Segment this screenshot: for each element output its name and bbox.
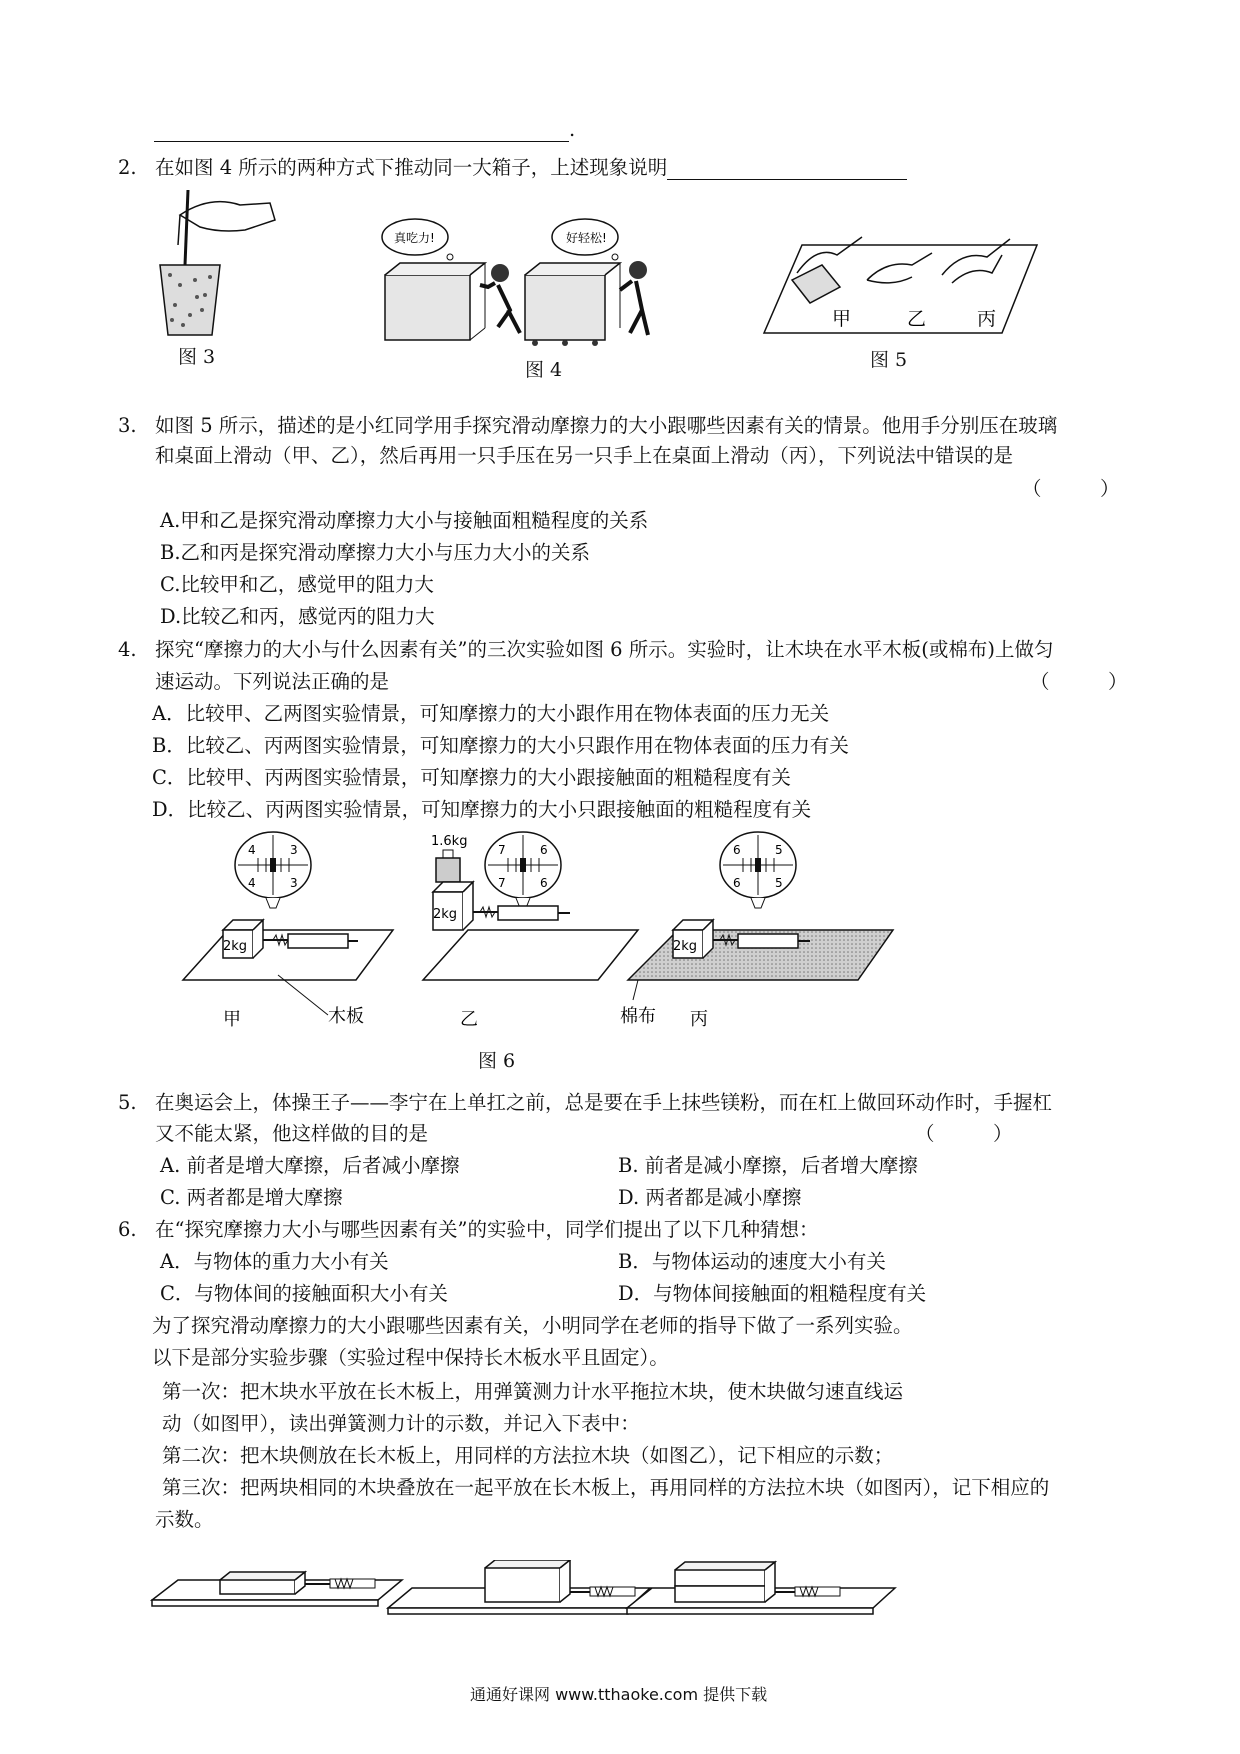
fig6-dial1-b: 3	[290, 843, 298, 857]
q5-option-d: D. 两者都是减小摩擦	[618, 1186, 802, 1209]
q4-option-d: D．比较乙、丙两图实验情景，可知摩擦力的大小只跟接触面的粗糙程度有关	[152, 798, 812, 821]
q2-number: 2.	[118, 156, 137, 179]
q6-step-3b: 示数。	[155, 1508, 214, 1531]
bubble-1: 真吃力!	[394, 231, 435, 245]
q4-option-b: B．比较乙、丙两图实验情景，可知摩擦力的大小只跟作用在物体表面的压力有关	[152, 734, 849, 757]
q5-option-a: A. 前者是增大摩擦，后者减小摩擦	[160, 1154, 460, 1177]
fig5-label-yi: 乙	[907, 308, 927, 330]
q6-option-a: A．与物体的重力大小有关	[160, 1250, 389, 1273]
fig6-dial2-a: 7	[498, 843, 506, 857]
figure-4-caption: 图 4	[525, 359, 563, 381]
fig6-dial1-c: 4	[248, 876, 256, 890]
fig6-dial1-d: 3	[290, 876, 298, 890]
experiment-bing	[627, 1562, 895, 1614]
q3-number: 3.	[118, 414, 137, 437]
fig6-label-jia: 甲	[223, 1009, 241, 1030]
q4-line-2: 速运动。下列说法正确的是	[155, 670, 390, 693]
q6-paragraph-1: 为了探究滑动摩擦力的大小跟哪些因素有关，小明同学在老师的指导下做了一系列实验。	[152, 1314, 913, 1337]
q6-step-3a: 第三次：把两块相同的木块叠放在一起平放在长木板上，再用同样的方法拉木块（如图丙），记下相应的	[162, 1476, 1050, 1499]
experiment-yi	[388, 1560, 650, 1614]
fig6-dial3-a: 6	[733, 843, 741, 857]
q4-answer-paren: （ ）	[1030, 670, 1128, 693]
fig6-dial2-b: 6	[540, 843, 548, 857]
q2-answer-blank	[667, 159, 907, 180]
figure-3	[150, 185, 300, 345]
fig6-label-bing: 丙	[690, 1009, 708, 1030]
q3-option-d: D.比较乙和丙，感觉丙的阻力大	[160, 605, 435, 628]
q6-step-1b: 动（如图甲），读出弹簧测力计的示数，并记入下表中：	[162, 1412, 640, 1435]
fig6-weight: 1.6kg	[431, 834, 468, 849]
q1-answer-blank: .	[154, 118, 575, 142]
q6-step-1a: 第一次：把木块水平放在长木板上，用弹簧测力计水平拖拉木块，使木块做匀速直线运	[162, 1380, 904, 1403]
q3-option-b: B.乙和丙是探究滑动摩擦力大小与压力大小的关系	[160, 541, 591, 564]
fig6-dial3-c: 6	[733, 876, 741, 890]
fig6-label-mianbu: 棉布	[620, 1006, 656, 1027]
figure-6	[178, 830, 918, 1030]
figure-5	[762, 225, 1042, 340]
q5-option-b: B. 前者是减小摩擦，后者增大摩擦	[618, 1154, 918, 1177]
q3-answer-paren: （ ）	[1022, 477, 1120, 500]
q5-line-1: 在奥运会上，体操王子——李宁在上单扛之前，总是要在手上抹些镁粉，而在杠上做回环动作时，手握杠	[155, 1091, 1053, 1114]
q3-line-2: 和桌面上滑动（甲、乙），然后再用一只手压在另一只手上在桌面上滑动（丙），下列说法中错误的是	[155, 444, 1014, 467]
fig6-dial3-b: 5	[775, 843, 783, 857]
q5-number: 5.	[118, 1091, 137, 1114]
fig5-label-bing: 丙	[977, 308, 997, 330]
q6-line-1: 在“探究摩擦力大小与哪些因素有关”的实验中，同学们提出了以下几种猜想：	[155, 1218, 819, 1241]
fig6-label-muban: 木板	[328, 1006, 364, 1027]
fig6-dial1-a: 4	[248, 843, 256, 857]
q6-step-2: 第二次：把木块侧放在长木板上，用同样的方法拉木块（如图乙），记下相应的示数；	[162, 1444, 894, 1467]
q6-paragraph-2: 以下是部分实验步骤（实验过程中保持长木板水平且固定）。	[152, 1346, 669, 1369]
fig6-dial2-c: 7	[498, 876, 506, 890]
fig6-dial2-d: 6	[540, 876, 548, 890]
q3-option-a: A.甲和乙是探究滑动摩擦力大小与接触面粗糙程度的关系	[160, 509, 649, 532]
q6-option-d: D．与物体间接触面的粗糙程度有关	[618, 1282, 927, 1305]
fig6-block-jia: 2kg	[223, 939, 248, 954]
bubble-2: 好轻松!	[566, 231, 607, 245]
fig6-setup-jia	[183, 832, 393, 1015]
q6-number: 6.	[118, 1218, 137, 1241]
q4-option-a: A．比较甲、乙两图实验情景，可知摩擦力的大小跟作用在物体表面的压力无关	[152, 702, 830, 725]
figure-5-caption: 图 5	[870, 349, 908, 371]
fig6-label-yi: 乙	[460, 1009, 478, 1030]
q6-option-b: B．与物体运动的速度大小有关	[618, 1250, 886, 1273]
fig6-setup-bing	[628, 832, 893, 1000]
q6-option-c: C．与物体间的接触面积大小有关	[160, 1282, 448, 1305]
q4-option-c: C．比较甲、丙两图实验情景，可知摩擦力的大小跟接触面的粗糙程度有关	[152, 766, 791, 789]
q3-line-1: 如图 5 所示，描述的是小红同学用手探究滑动摩擦力的大小跟哪些因素有关的情景。他用手分别压在玻璃	[155, 414, 1058, 437]
figure-4	[380, 215, 710, 350]
fig6-setup-yi	[423, 832, 638, 980]
q3-option-c: C.比较甲和乙，感觉甲的阻力大	[160, 573, 434, 596]
fig6-block-bing: 2kg	[673, 939, 698, 954]
q5-line-2: 又不能太紧，他这样做的目的是	[155, 1122, 429, 1145]
fig6-dial3-d: 5	[775, 876, 783, 890]
experiment-jia	[152, 1572, 402, 1606]
q2-text: 在如图 4 所示的两种方式下推动同一大箱子，上述现象说明	[155, 156, 907, 180]
q5-option-c: C. 两者都是增大摩擦	[160, 1186, 343, 1209]
page-footer: 通通好课网 www.tthaoke.com 提供下载	[470, 1685, 768, 1704]
q4-line-1: 探究“摩擦力的大小与什么因素有关”的三次实验如图 6 所示。实验时，让木块在水平木板(或棉布)上做匀	[155, 638, 1054, 661]
experiment-figures	[150, 1560, 950, 1640]
figure-3-caption: 图 3	[178, 346, 216, 368]
fig5-label-jia: 甲	[832, 308, 852, 330]
fig6-block-yi: 2kg	[433, 907, 458, 922]
q5-answer-paren: （ ）	[915, 1122, 1013, 1145]
figure-6-caption: 图 6	[478, 1050, 516, 1072]
q4-number: 4.	[118, 638, 137, 661]
